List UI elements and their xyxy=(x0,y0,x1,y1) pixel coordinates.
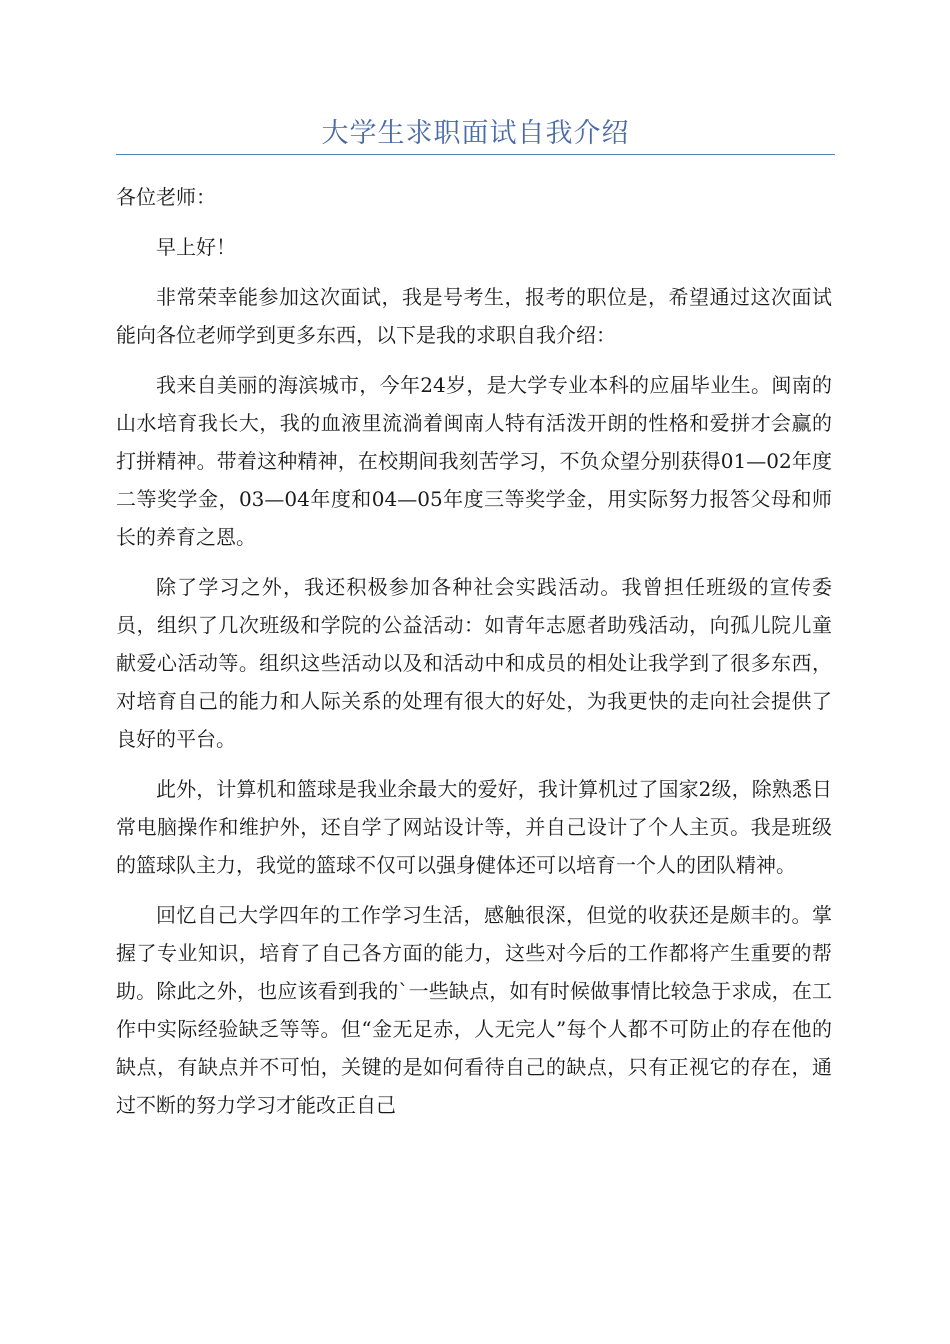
paragraph-background: 我来自美丽的海滨城市，今年24岁，是大学专业本科的应届毕业生。闽南的山水培育我长大，我的血液里流淌着闽南人特有活泼开朗的性格和爱拼才会赢的打拼精神。带着这种精神，在校期间我刻苦学习，不负众望分别获得01—02年度二等奖学金，03—04年度和04—05年度三等奖学金，用实际努力报答父母和师长的养育之恩。 xyxy=(116,373,832,549)
paragraph-reflection: 回忆自己大学四年的工作学习生活，感触很深，但觉的收获还是颇丰的。掌握了专业知识，培育了自己各方面的能力，这些对今后的工作都将产生重要的帮助。除此之外，也应该看到我的`一些缺点，如有时候做事情比较急于求成，在工作中实际经验缺乏等等。但“金无足赤，人无完人”每个人都不可防止的存在他的缺点，有缺点并不可怕，关键的是如何看待自己的缺点，只有正视它的存在，通过不断的努力学习才能改正自己 xyxy=(116,903,832,1117)
document-title: 大学生求职面试自我介绍 xyxy=(321,118,630,149)
paragraph-greeting: 早上好！ xyxy=(156,235,236,259)
paragraph-activities: 除了学习之外，我还积极参加各种社会实践活动。我曾担任班级的宣传委员，组织了几次班级和学院的公益活动：如青年志愿者助残活动，向孤儿院儿童献爱心活动等。组织这些活动以及和活动中和成员的相处让我学到了很多东西，对培育自己的能力和人际关系的处理有很大的好处，为我更快的走向社会提供了良好的平台。 xyxy=(116,575,832,751)
salutation: 各位老师： xyxy=(116,185,216,209)
paragraph-hobbies: 此外，计算机和篮球是我业余最大的爱好，我计算机过了国家2级，除熟悉日常电脑操作和维护外，还自学了网站设计等，并自己设计了个人主页。我是班级的篮球队主力，我觉的篮球不仅可以强身健体还可以培育一个人的团队精神。 xyxy=(116,777,832,877)
paragraph-intro: 非常荣幸能参加这次面试，我是号考生，报考的职位是，希望通过这次面试能向各位老师学到更多东西，以下是我的求职自我介绍： xyxy=(116,285,832,347)
document-body xyxy=(116,178,832,1136)
title-underline xyxy=(116,154,835,155)
